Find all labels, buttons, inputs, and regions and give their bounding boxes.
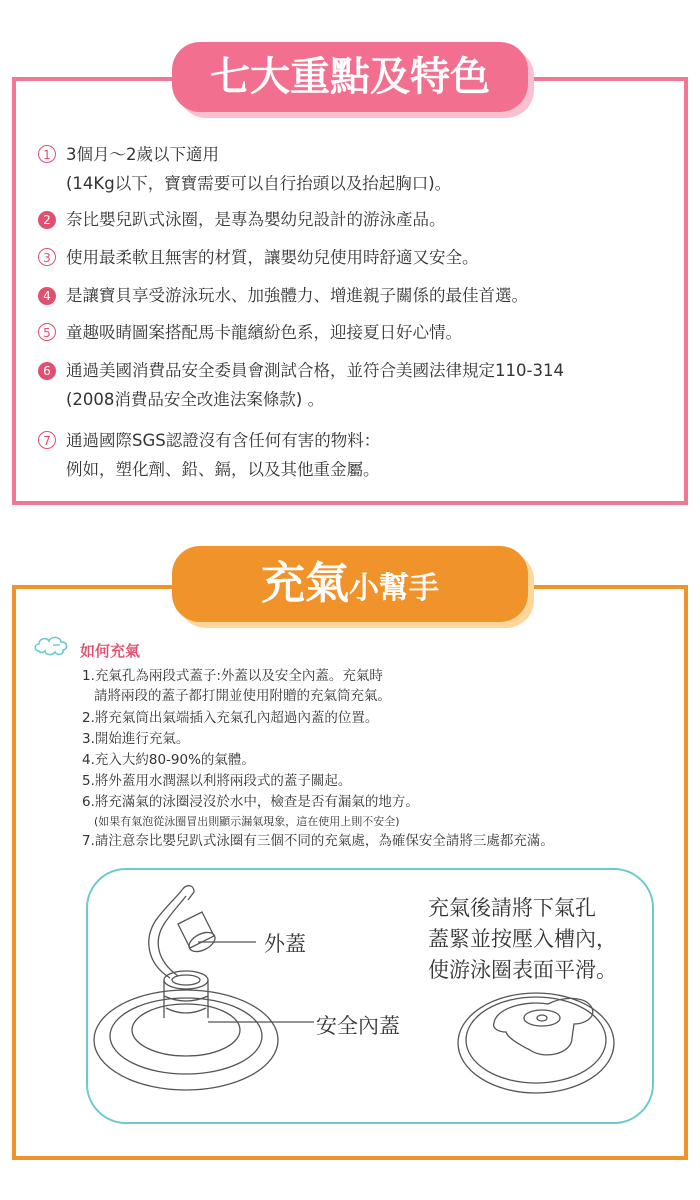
feature-item-6: 6 通過美國消費品安全委員會測試合格，並符合美國法律規定110-314 (2008消費品安全改進法案條款) 。 [38,356,564,414]
feature-number-4: 4 [38,287,56,305]
feature-item-3: 3 使用最柔軟且無害的材質，讓嬰幼兒使用時舒適又安全。 [38,243,479,272]
feature-number-2: 2 [38,211,56,229]
outer-cap-label: 外蓋 [264,932,306,956]
step-5: 5.將外蓋用水潤濕以利將兩段式的蓋子關起。 [82,773,352,789]
feature-item-2: 2 奈比嬰兒趴式泳圈，是專為嬰幼兒設計的游泳產品。 [38,205,446,234]
instruction-text: 充氣後請將下氣孔 蓋緊並按壓入槽內， 使游泳圈表面平滑。 [428,896,617,982]
step-2: 2.將充氣筒出氣端插入充氣孔內超過內蓋的位置。 [82,710,379,726]
step-7: 7.請注意奈比嬰兒趴式泳圈有三個不同的充氣處，為確保安全請將三處都充滿。 [82,833,554,849]
feature-item-7: 7 通過國際SGS認證沒有含任何有害的物料： 例如，塑化劑、鉛、鎘，以及其他重金屬。 [38,426,380,484]
inflation-title: 充氣小幫手 [172,546,528,622]
step-4: 4.充入大約80-90%的氣體。 [82,752,255,768]
features-title: 七大重點及特色 [172,42,528,112]
inner-cap-label: 安全內蓋 [316,1014,400,1038]
feature-number-3: 3 [38,248,56,266]
feature-number-7: 7 [38,431,56,449]
feature-number-5: 5 [38,323,56,341]
howto-heading: 如何充氣 [80,642,141,660]
feature-item-5: 5 童趣吸睛圖案搭配馬卡龍繽紛色系，迎接夏日好心情。 [38,318,462,347]
feature-item-1: 1 3個月～2歲以下適用 (14Kg以下，寶寶需要可以自行抬頭以及抬起胸口)。 [38,140,451,198]
feature-number-6: 6 [38,362,56,380]
step-3: 3.開始進行充氣。 [82,731,190,747]
step-1: 1.充氣孔為兩段式蓋子:外蓋以及安全內蓋。充氣時 請將兩段的蓋子都打開並使用附贈的充氣筒充氣。 [82,668,391,704]
cloud-icon [33,633,73,659]
step-6: 6.將充滿氣的泳圈浸沒於水中，檢查是否有漏氣的地方。 (如果有氣泡從泳圈冒出則顯示漏氣現象，這在使用上則不安全) [82,794,419,828]
feature-number-1: 1 [38,145,56,163]
feature-item-4: 4 是讓寶貝享受游泳玩水、加強體力、增進親子關係的最佳首選。 [38,281,528,310]
